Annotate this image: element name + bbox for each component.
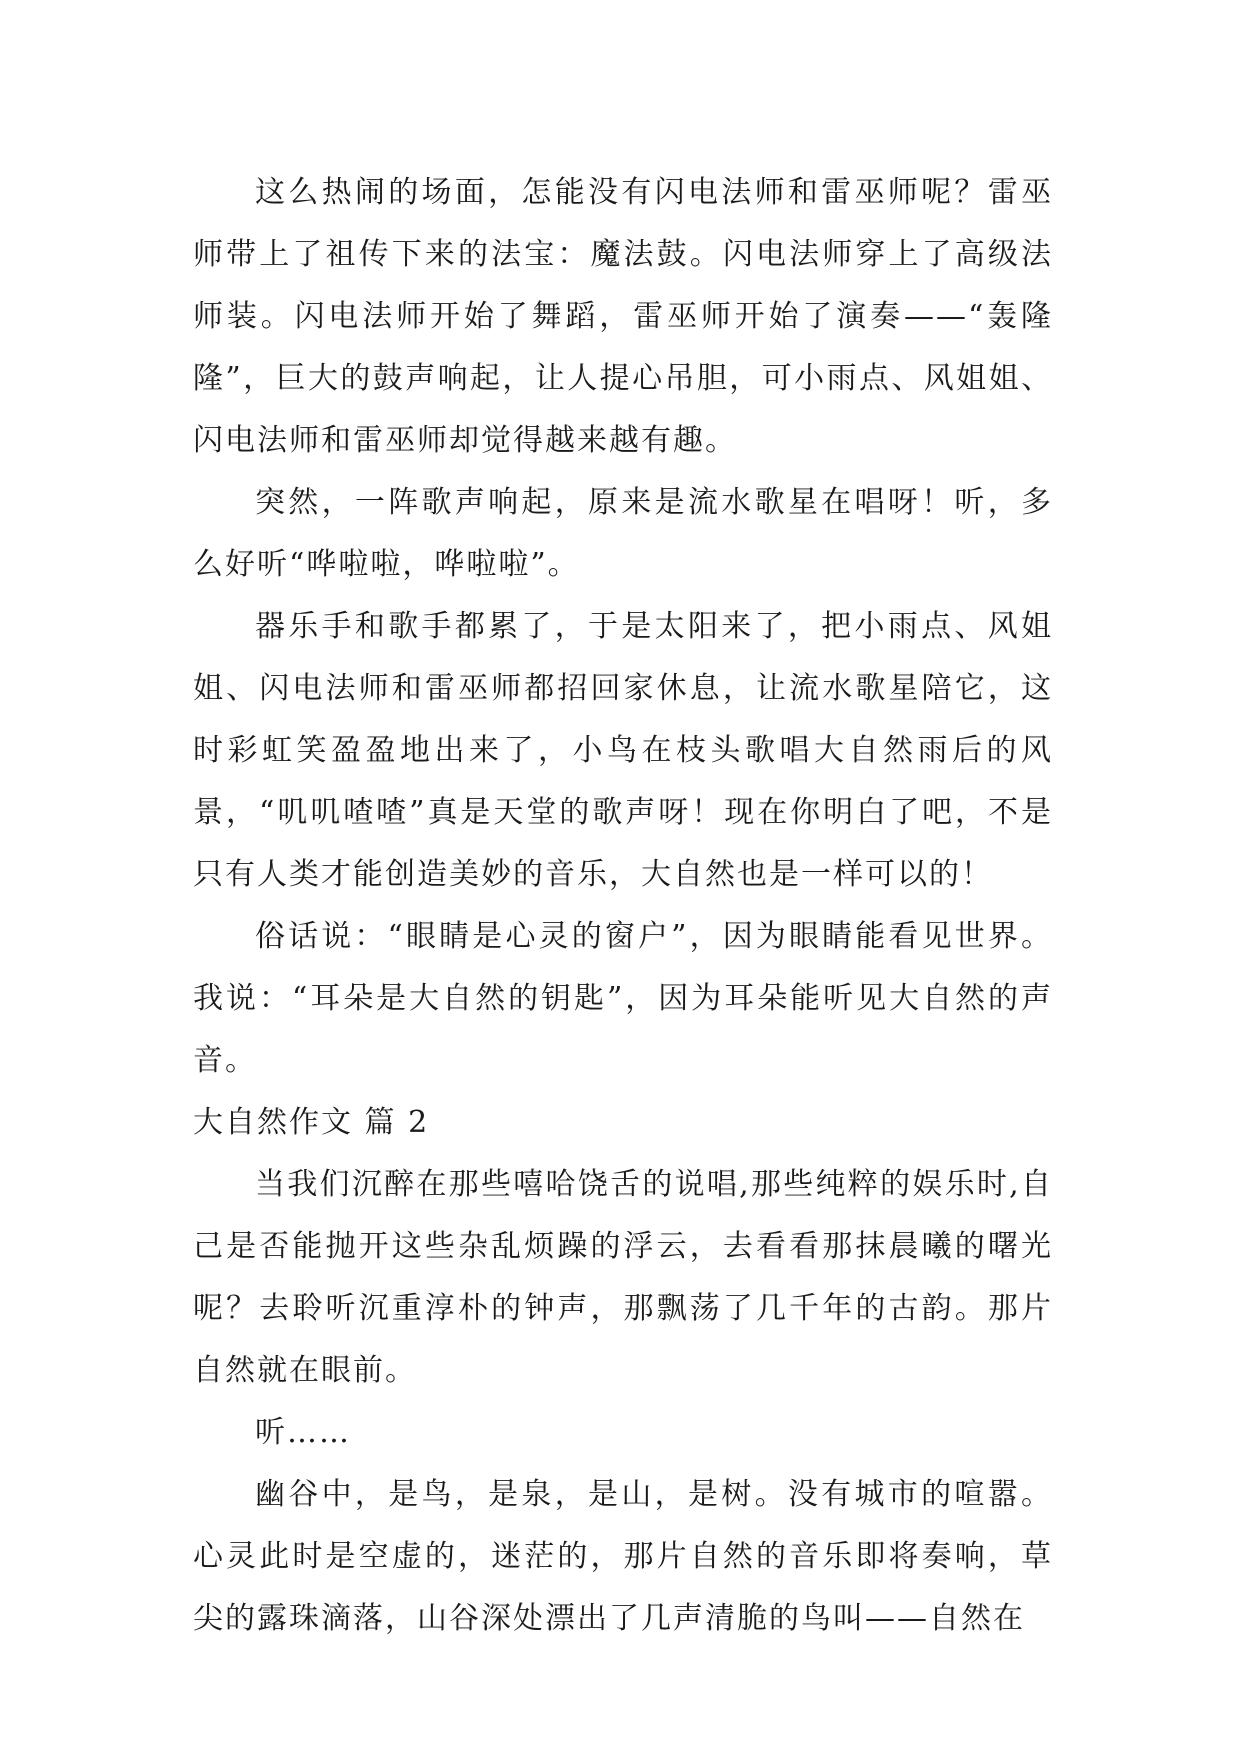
paragraph: 突然，一阵歌声响起，原来是流水歌星在唱呀！听，多么好听“哗啦啦，哗啦啦”。 bbox=[193, 485, 1053, 582]
document-body bbox=[193, 162, 1053, 1650]
paragraph: 俗话说：“眼睛是心灵的窗户”，因为眼睛能看见世界。我说：“耳朵是大自然的钥匙”，因为耳朵能听见大自然的声音。 bbox=[193, 919, 1053, 1078]
section-heading: 大自然作文 篇 2 bbox=[193, 1105, 430, 1140]
paragraph: 听…… bbox=[255, 1415, 351, 1450]
paragraph: 幽谷中，是鸟，是泉，是山，是树。没有城市的喧嚣。心灵此时是空虚的，迷茫的，那片自然的音乐即将奏响，草尖的露珠滴落，山谷深处漂出了几声清脆的鸟叫——自然在 bbox=[193, 1477, 1053, 1636]
paragraph: 这么热闹的场面，怎能没有闪电法师和雷巫师呢？雷巫师带上了祖传下来的法宝：魔法鼓。闪电法师穿上了高级法师装。闪电法师开始了舞蹈，雷巫师开始了演奏——“轰隆隆”，巨大的鼓声响起，让人提心吊胆，可小雨点、风姐姐、闪电法师和雷巫师却觉得越来越有趣。 bbox=[193, 175, 1053, 458]
paragraph: 当我们沉醉在那些嘻哈饶舌的说唱,那些纯粹的娱乐时,自己是否能抛开这些杂乱烦躁的浮云，去看看那抹晨曦的曙光呢？去聆听沉重淳朴的钟声，那飘荡了几千年的古韵。那片自然就在眼前。 bbox=[193, 1167, 1053, 1388]
paragraph: 器乐手和歌手都累了，于是太阳来了，把小雨点、风姐姐、闪电法师和雷巫师都招回家休息，让流水歌星陪它，这时彩虹笑盈盈地出来了，小鸟在枝头歌唱大自然雨后的风景，“叽叽喳喳”真是天堂的歌声呀！现在你明白了吧，不是只有人类才能创造美妙的音乐，大自然也是一样可以的！ bbox=[193, 609, 1053, 892]
